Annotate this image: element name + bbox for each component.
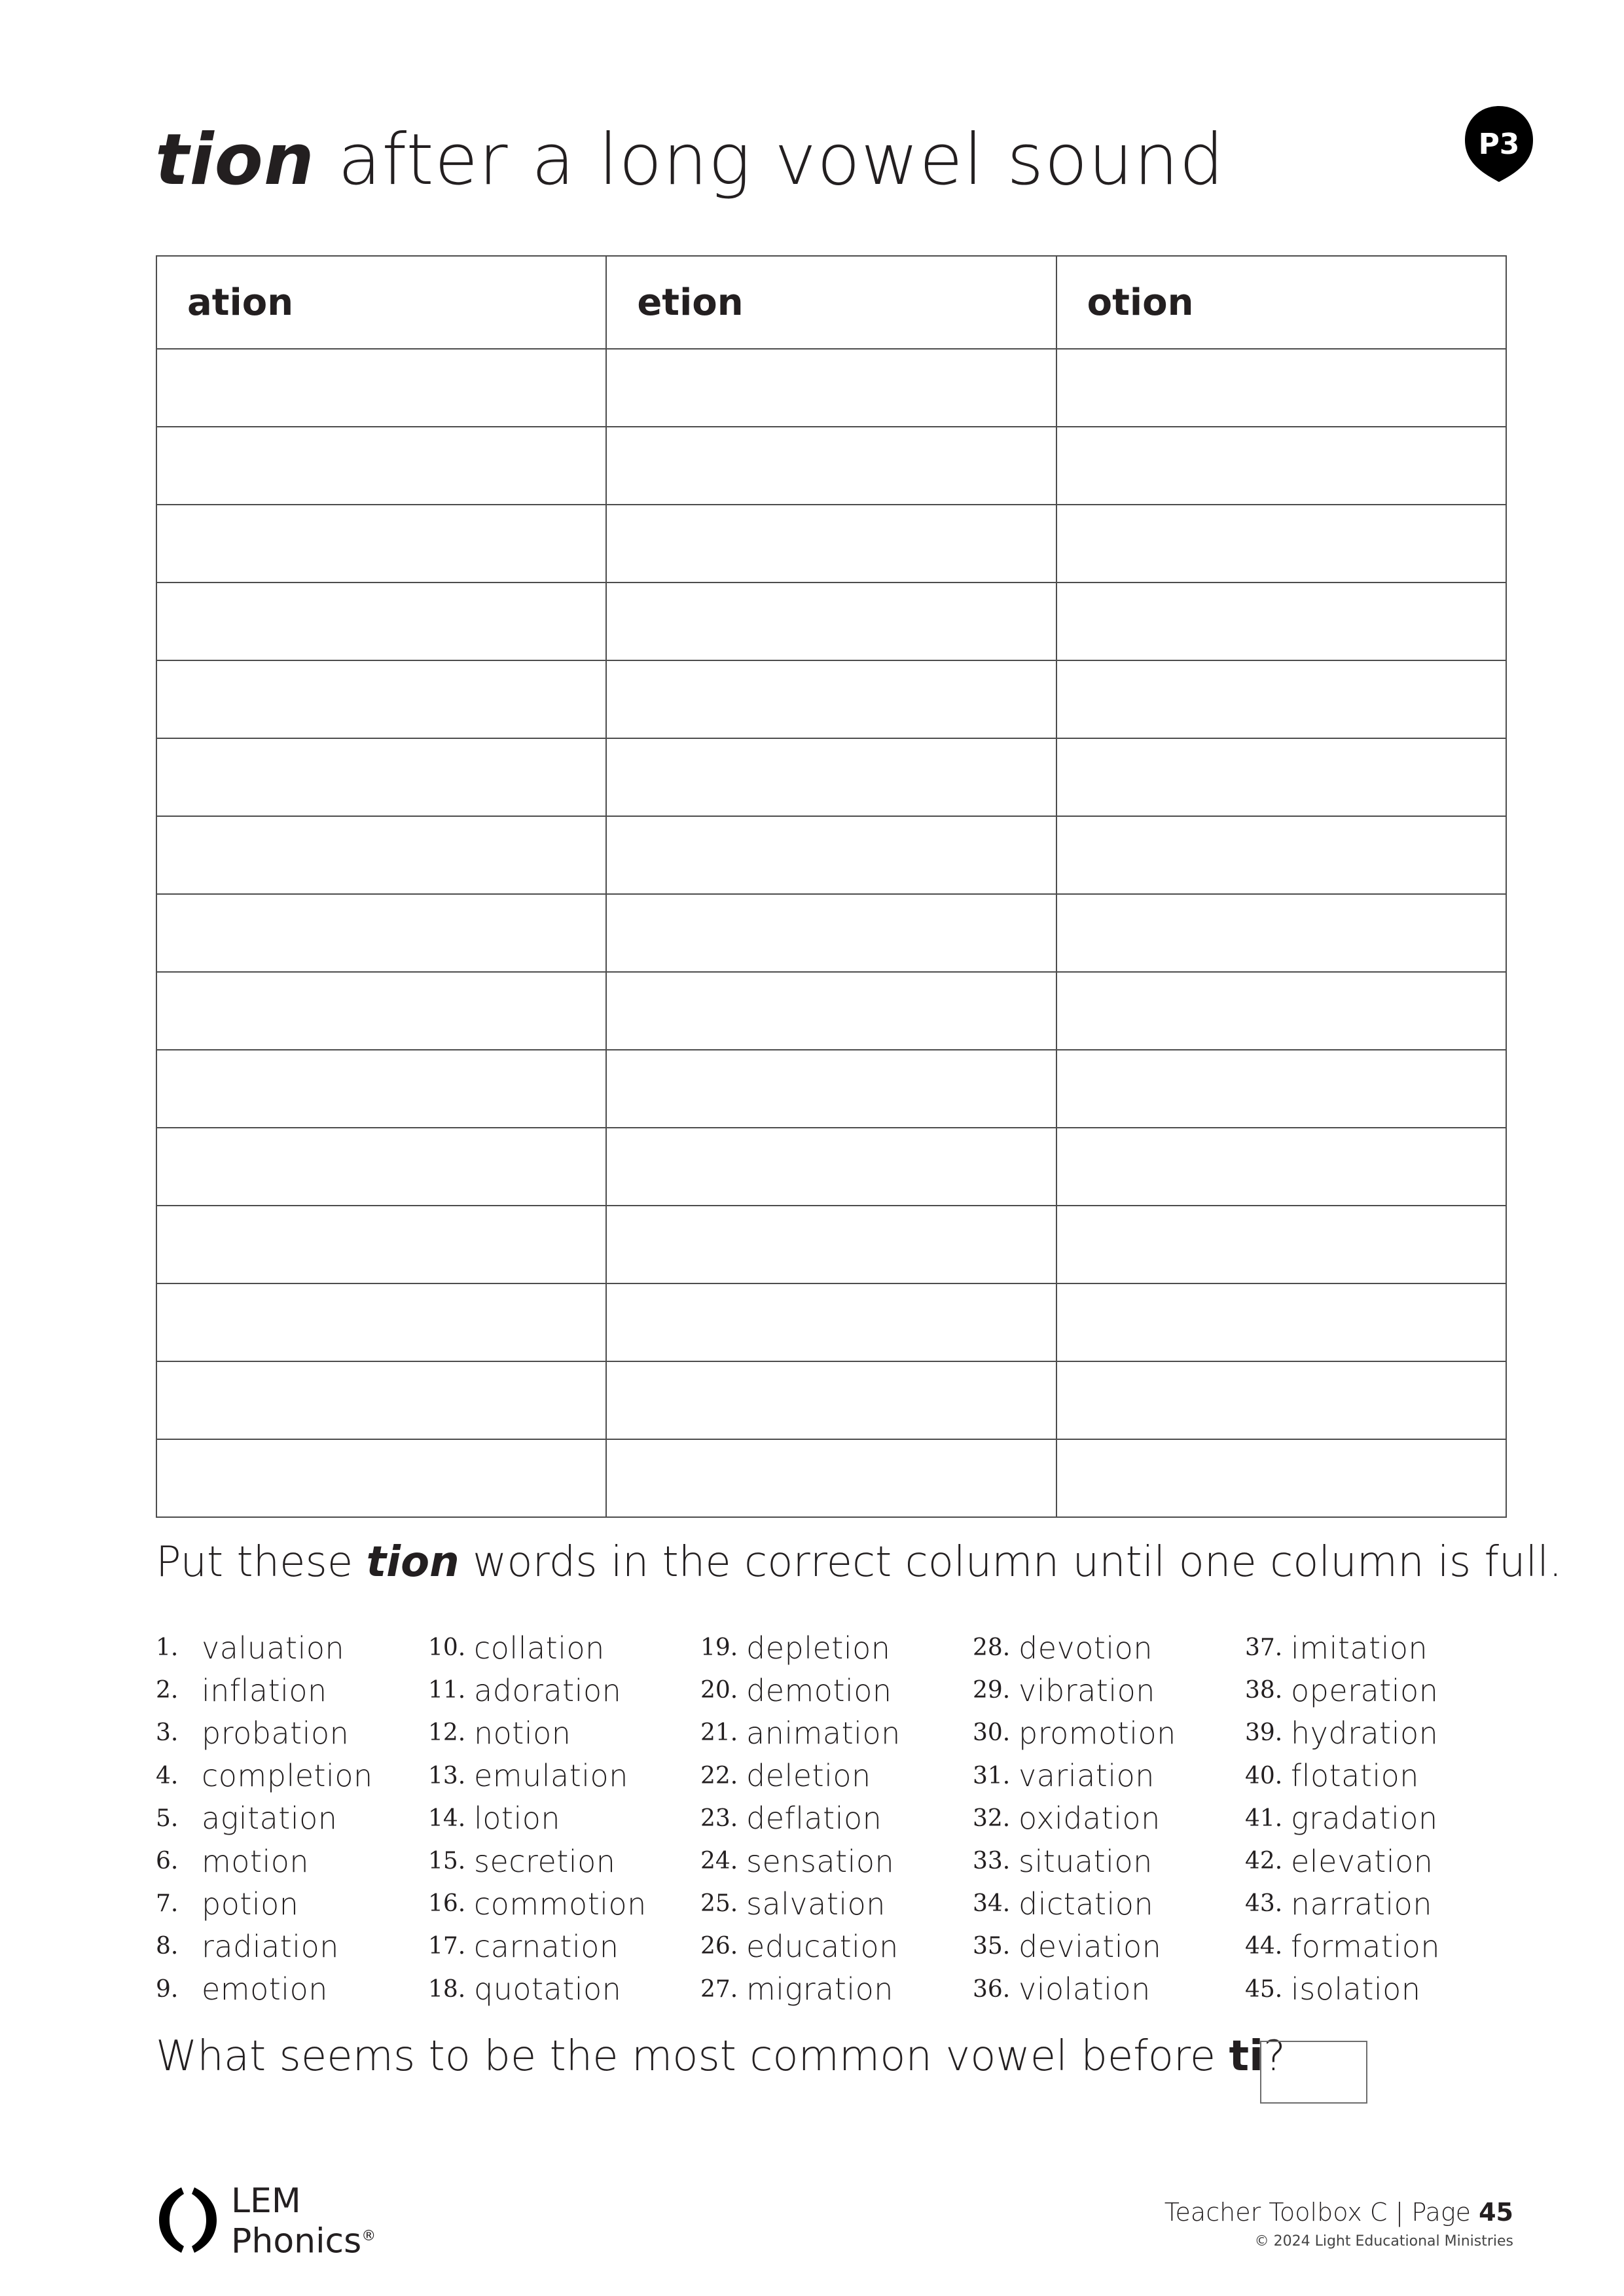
- list-item: [156, 1626, 428, 1669]
- list-item: [973, 1882, 1245, 1925]
- word-number: 19.: [700, 1634, 738, 1662]
- list-item: [700, 1925, 973, 1967]
- word-text: agitation: [202, 1801, 338, 1837]
- table-row: [156, 1283, 1506, 1361]
- answer-cell[interactable]: [156, 505, 606, 583]
- word-text: gradation: [1291, 1801, 1438, 1837]
- answer-cell[interactable]: [156, 894, 606, 972]
- word-text: collation: [474, 1630, 605, 1666]
- word-number: 18.: [428, 1975, 466, 2003]
- word-number: 3.: [156, 1719, 179, 1747]
- list-item: [156, 1968, 428, 2011]
- answer-cell[interactable]: [606, 505, 1056, 583]
- table-row: [156, 349, 1506, 427]
- word-text: depletion: [746, 1630, 891, 1666]
- instruction-emphasis: tion: [366, 1538, 460, 1587]
- word-text: lotion: [474, 1801, 561, 1837]
- answer-cell[interactable]: [1056, 427, 1506, 505]
- word-number: 22.: [700, 1762, 738, 1789]
- word-number: 35.: [973, 1933, 1011, 1960]
- list-item: [700, 1712, 973, 1754]
- word-text: formation: [1291, 1928, 1441, 1964]
- page-title: [155, 111, 1225, 209]
- word-text: adoration: [474, 1672, 622, 1708]
- instruction-text: [156, 1538, 1562, 1587]
- word-number: 42.: [1245, 1848, 1283, 1875]
- word-number: 32.: [973, 1804, 1011, 1832]
- word-number: 29.: [973, 1677, 1011, 1704]
- word-number: 24.: [700, 1848, 738, 1875]
- word-number: 9.: [156, 1975, 179, 2003]
- word-number: 7.: [156, 1890, 179, 1918]
- word-text: completion: [202, 1758, 373, 1794]
- copyright: © 2024 Light Educational Ministries: [1254, 2233, 1513, 2250]
- table-row: [156, 583, 1506, 660]
- word-number: 43.: [1245, 1890, 1283, 1918]
- word-text: secretion: [474, 1843, 616, 1879]
- word-number: 40.: [1245, 1762, 1283, 1789]
- word-text: notion: [474, 1715, 571, 1751]
- word-number: 38.: [1245, 1677, 1283, 1704]
- answer-cell[interactable]: [156, 1361, 606, 1439]
- word-text: migration: [746, 1971, 893, 2007]
- answer-cell[interactable]: [156, 1439, 606, 1517]
- list-item: [973, 1755, 1245, 1797]
- word-number: 23.: [700, 1804, 738, 1832]
- list-item: [428, 1968, 700, 2011]
- answer-cell[interactable]: [606, 1283, 1056, 1361]
- word-text: deletion: [746, 1758, 871, 1794]
- answer-cell[interactable]: [606, 427, 1056, 505]
- answer-cell[interactable]: [606, 1206, 1056, 1283]
- word-column: [700, 1626, 973, 2011]
- answer-cell[interactable]: [1056, 816, 1506, 894]
- sorting-table: [156, 255, 1507, 1518]
- word-text: devotion: [1019, 1630, 1153, 1666]
- list-item: [700, 1755, 973, 1797]
- word-text: operation: [1291, 1672, 1439, 1708]
- word-column: [428, 1626, 700, 2011]
- list-item: [700, 1840, 973, 1882]
- table-row: [156, 427, 1506, 505]
- table-row: [156, 894, 1506, 972]
- list-item: [973, 1925, 1245, 1967]
- lem-logo-icon: [155, 2183, 221, 2257]
- word-number: 4.: [156, 1762, 179, 1789]
- word-text: emulation: [474, 1758, 628, 1794]
- list-item: [1245, 1669, 1517, 1712]
- logo-wordmark: [231, 2183, 376, 2259]
- word-text: valuation: [202, 1630, 345, 1666]
- list-item: [700, 1968, 973, 2011]
- word-number: 16.: [428, 1890, 466, 1918]
- word-column: [156, 1626, 428, 2011]
- word-number: 13.: [428, 1762, 466, 1789]
- answer-cell[interactable]: [1056, 660, 1506, 738]
- list-item: [1245, 1755, 1517, 1797]
- list-item: [700, 1882, 973, 1925]
- list-item: [1245, 1626, 1517, 1669]
- answer-cell[interactable]: [156, 816, 606, 894]
- answer-cell[interactable]: [156, 738, 606, 816]
- page-info: [1164, 2198, 1513, 2227]
- page-number: 45: [1479, 2198, 1513, 2227]
- table-body: [156, 349, 1506, 1517]
- list-item: [428, 1882, 700, 1925]
- word-text: deviation: [1019, 1928, 1162, 1964]
- answer-cell[interactable]: [606, 1050, 1056, 1128]
- word-text: hydration: [1291, 1715, 1439, 1751]
- word-text: inflation: [202, 1672, 327, 1708]
- answer-cell[interactable]: [606, 660, 1056, 738]
- answer-cell[interactable]: [606, 1361, 1056, 1439]
- answer-cell[interactable]: [606, 349, 1056, 427]
- list-item: [1245, 1840, 1517, 1882]
- word-number: 30.: [973, 1719, 1011, 1747]
- answer-cell[interactable]: [1056, 894, 1506, 972]
- answer-cell[interactable]: [606, 1128, 1056, 1206]
- word-number: 26.: [700, 1933, 738, 1960]
- word-text: emotion: [202, 1971, 328, 2007]
- word-number: 31.: [973, 1762, 1011, 1789]
- table-row: [156, 505, 1506, 583]
- answer-box[interactable]: [1260, 2041, 1367, 2104]
- word-text: quotation: [474, 1971, 622, 2007]
- word-number: 45.: [1245, 1975, 1283, 2003]
- word-number: 8.: [156, 1933, 179, 1960]
- table-row: [156, 1361, 1506, 1439]
- word-column: [1245, 1626, 1517, 2011]
- word-number: 25.: [700, 1890, 738, 1918]
- question-after: ?: [1263, 2032, 1286, 2081]
- list-item: [156, 1669, 428, 1712]
- word-text: violation: [1019, 1971, 1151, 2007]
- word-number: 39.: [1245, 1719, 1283, 1747]
- table-row: [156, 738, 1506, 816]
- word-text: education: [746, 1928, 899, 1964]
- word-number: 17.: [428, 1933, 466, 1960]
- word-number: 12.: [428, 1719, 466, 1747]
- answer-cell[interactable]: [1056, 1439, 1506, 1517]
- answer-cell[interactable]: [1056, 738, 1506, 816]
- answer-cell[interactable]: [1056, 972, 1506, 1050]
- answer-cell[interactable]: [1056, 1128, 1506, 1206]
- word-number: 15.: [428, 1848, 466, 1875]
- list-item: [700, 1797, 973, 1840]
- list-item: [428, 1626, 700, 1669]
- word-text: variation: [1019, 1758, 1155, 1794]
- table-header-row: [156, 256, 1506, 349]
- answer-cell[interactable]: [1056, 505, 1506, 583]
- word-text: salvation: [746, 1886, 886, 1922]
- answer-cell[interactable]: [606, 738, 1056, 816]
- answer-cell[interactable]: [606, 816, 1056, 894]
- word-text: dictation: [1019, 1886, 1154, 1922]
- logo-line2: Phonics: [231, 2221, 362, 2261]
- word-text: situation: [1019, 1843, 1153, 1879]
- list-item: [428, 1669, 700, 1712]
- word-text: oxidation: [1019, 1801, 1161, 1837]
- answer-cell[interactable]: [1056, 1361, 1506, 1439]
- answer-cell[interactable]: [156, 1206, 606, 1283]
- page-prefix: Teacher Toolbox C | Page: [1164, 2198, 1479, 2227]
- badge-label: P3: [1478, 127, 1520, 161]
- answer-cell[interactable]: [156, 349, 606, 427]
- word-text: imitation: [1291, 1630, 1428, 1666]
- list-item: [973, 1968, 1245, 2011]
- list-item: [156, 1755, 428, 1797]
- word-number: 34.: [973, 1890, 1011, 1918]
- column-header-otion: otion: [1056, 256, 1506, 349]
- list-item: [156, 1712, 428, 1754]
- word-column: [973, 1626, 1245, 2011]
- question-bold: ti: [1229, 2032, 1264, 2081]
- word-text: carnation: [474, 1928, 619, 1964]
- word-number: 36.: [973, 1975, 1011, 2003]
- list-item: [700, 1669, 973, 1712]
- list-item: [428, 1712, 700, 1754]
- word-number: 10.: [428, 1634, 466, 1662]
- list-item: [428, 1840, 700, 1882]
- answer-cell[interactable]: [1056, 1206, 1506, 1283]
- word-text: commotion: [474, 1886, 647, 1922]
- list-item: [1245, 1968, 1517, 2011]
- word-text: radiation: [202, 1928, 339, 1964]
- answer-cell[interactable]: [606, 972, 1056, 1050]
- list-item: [973, 1840, 1245, 1882]
- answer-cell[interactable]: [606, 894, 1056, 972]
- answer-cell[interactable]: [156, 427, 606, 505]
- page-footer: [1164, 2198, 1513, 2250]
- word-number: 14.: [428, 1804, 466, 1832]
- list-item: [1245, 1797, 1517, 1840]
- word-text: isolation: [1291, 1971, 1421, 2007]
- column-header-ation: ation: [156, 256, 606, 349]
- word-number: 37.: [1245, 1634, 1283, 1662]
- list-item: [428, 1925, 700, 1967]
- logo-line1: LEM: [231, 2181, 301, 2221]
- list-item: [156, 1840, 428, 1882]
- word-list: [156, 1626, 1517, 2011]
- answer-cell[interactable]: [156, 1050, 606, 1128]
- word-text: vibration: [1019, 1672, 1155, 1708]
- list-item: [973, 1669, 1245, 1712]
- word-number: 28.: [973, 1634, 1011, 1662]
- answer-cell[interactable]: [1056, 349, 1506, 427]
- word-number: 5.: [156, 1804, 179, 1832]
- word-number: 41.: [1245, 1804, 1283, 1832]
- list-item: [156, 1797, 428, 1840]
- word-number: 33.: [973, 1848, 1011, 1875]
- list-item: [428, 1755, 700, 1797]
- word-text: elevation: [1291, 1843, 1434, 1879]
- table-row: [156, 1128, 1506, 1206]
- table-row: [156, 1050, 1506, 1128]
- answer-cell[interactable]: [156, 1128, 606, 1206]
- answer-cell[interactable]: [156, 1283, 606, 1361]
- answer-cell[interactable]: [156, 583, 606, 660]
- table-row: [156, 660, 1506, 738]
- word-number: 27.: [700, 1975, 738, 2003]
- table-row: [156, 972, 1506, 1050]
- word-text: deflation: [746, 1801, 882, 1837]
- word-number: 1.: [156, 1634, 179, 1662]
- question-text: [156, 2032, 1286, 2081]
- answer-cell[interactable]: [1056, 1050, 1506, 1128]
- list-item: [156, 1882, 428, 1925]
- list-item: [428, 1797, 700, 1840]
- word-text: demotion: [746, 1672, 892, 1708]
- instruction-before: Put these: [156, 1538, 367, 1587]
- instruction-after: words in the correct column until one column is full.: [459, 1538, 1562, 1587]
- title-emphasis: tion: [155, 119, 315, 201]
- title-rest: after a long vowel sound: [314, 119, 1225, 201]
- logo-registered-mark: ®: [361, 2228, 376, 2244]
- answer-cell[interactable]: [1056, 583, 1506, 660]
- word-number: 2.: [156, 1677, 179, 1704]
- list-item: [973, 1712, 1245, 1754]
- answer-cell[interactable]: [156, 972, 606, 1050]
- answer-cell[interactable]: [606, 1439, 1056, 1517]
- table-row: [156, 1439, 1506, 1517]
- level-badge: [1464, 105, 1534, 183]
- list-item: [1245, 1712, 1517, 1754]
- word-text: animation: [746, 1715, 901, 1751]
- table-row: [156, 816, 1506, 894]
- word-number: 6.: [156, 1848, 179, 1875]
- list-item: [156, 1925, 428, 1967]
- list-item: [1245, 1882, 1517, 1925]
- list-item: [973, 1626, 1245, 1669]
- word-text: probation: [202, 1715, 350, 1751]
- word-number: 44.: [1245, 1933, 1283, 1960]
- list-item: [700, 1626, 973, 1669]
- word-text: flotation: [1291, 1758, 1419, 1794]
- column-header-etion: etion: [606, 256, 1056, 349]
- word-number: 11.: [428, 1677, 466, 1704]
- word-text: potion: [202, 1886, 299, 1922]
- list-item: [973, 1797, 1245, 1840]
- table-row: [156, 1206, 1506, 1283]
- answer-cell[interactable]: [156, 660, 606, 738]
- question-before: What seems to be the most common vowel before: [156, 2032, 1229, 2081]
- word-text: sensation: [746, 1843, 895, 1879]
- list-item: [1245, 1925, 1517, 1967]
- word-number: 21.: [700, 1719, 738, 1747]
- answer-cell[interactable]: [1056, 1283, 1506, 1361]
- word-number: 20.: [700, 1677, 738, 1704]
- word-text: narration: [1291, 1886, 1432, 1922]
- word-text: promotion: [1019, 1715, 1176, 1751]
- word-text: motion: [202, 1843, 310, 1879]
- answer-cell[interactable]: [606, 583, 1056, 660]
